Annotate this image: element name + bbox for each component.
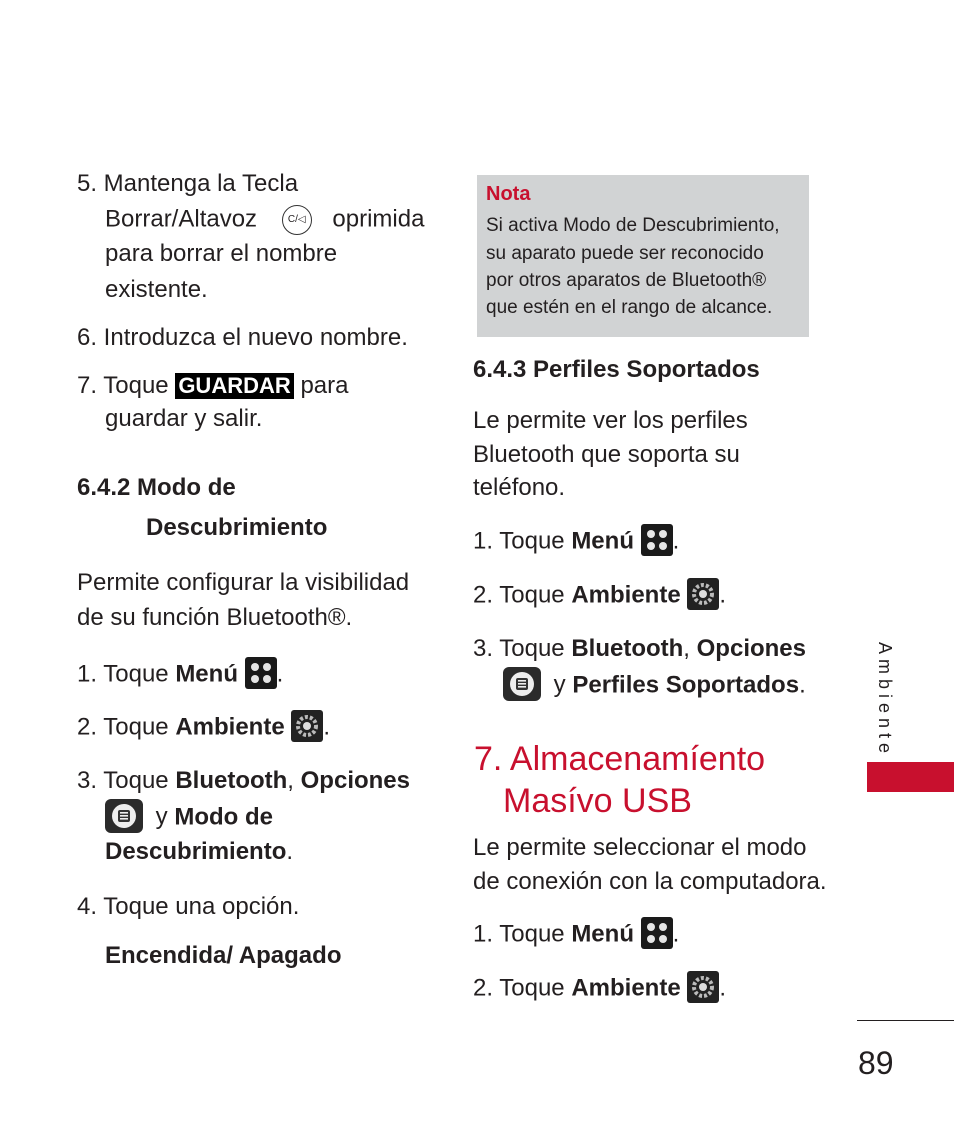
note-line3: por otros aparatos de Bluetooth®: [486, 270, 767, 291]
sep: ,: [287, 767, 294, 794]
step-post: .: [719, 974, 727, 1002]
right-step3-line2: [503, 669, 806, 703]
right-step2: [473, 580, 726, 612]
left-step4: 4. Toque una opción.: [77, 893, 300, 920]
settings-gear-icon: [291, 710, 323, 742]
right-step3-line1: [473, 635, 806, 663]
bluetooth-label: Bluetooth: [571, 635, 684, 662]
menu-label: Menú: [571, 920, 634, 948]
step-post: .: [719, 581, 727, 609]
section-heading-642-line2: Descubrimiento: [146, 514, 328, 541]
step-pre: 3. Toque: [77, 767, 169, 794]
side-section-label: Ambiente: [875, 642, 895, 759]
section-heading-643: 6.4.3 Perfiles Soportados: [473, 356, 760, 383]
options-icon: [105, 799, 143, 833]
note-line4: que estén en el rango de alcance.: [486, 297, 773, 318]
menu-label: Menú: [571, 527, 634, 555]
opciones-label: Opciones: [696, 635, 806, 662]
step-post: .: [672, 527, 680, 555]
menu-icon: [641, 917, 673, 949]
left-step2: [77, 712, 330, 744]
right-step1: [473, 526, 679, 558]
step5-text: Borrar/Altavoz: [105, 205, 258, 233]
chapter-heading-line1: 7. Almacenamíento: [474, 740, 766, 778]
step-post: .: [286, 838, 294, 865]
page-number: 89: [858, 1045, 894, 1081]
step-pre: 2. Toque: [473, 974, 565, 1002]
intro-643-line1: Le permite ver los perfiles: [473, 407, 748, 434]
descubrimiento-label: Descubrimiento: [105, 838, 287, 865]
step-post: .: [276, 660, 284, 688]
y-word: y: [553, 671, 566, 699]
intro-642-line1: Permite configurar la visibilidad: [77, 569, 410, 596]
step-pre: 3. Toque: [473, 635, 565, 662]
ambiente-label: Ambiente: [571, 581, 681, 609]
ambiente-label: Ambiente: [571, 974, 681, 1002]
step7-line1: [77, 372, 348, 400]
modo-label: Modo de: [174, 803, 273, 831]
step-pre: 1. Toque: [473, 920, 565, 948]
section-heading-642: 6.4.2 Modo de: [77, 474, 236, 501]
step5-line1: 5. Mantenga la Tecla: [77, 170, 299, 197]
note-line2: su aparato puede ser reconocido: [486, 243, 764, 264]
step-post: .: [672, 920, 680, 948]
settings-gear-icon: [687, 971, 719, 1003]
footer-rule: [857, 1020, 954, 1021]
chapter-heading-line2: Masívo USB: [503, 782, 692, 820]
step5-line3: para borrar el nombre: [105, 240, 338, 267]
guardar-softkey: GUARDAR: [175, 373, 293, 399]
menu-icon: [245, 657, 277, 689]
left-step3-line1: [77, 767, 410, 795]
intro-643-line3: teléfono.: [473, 474, 566, 501]
step7-line2: guardar y salir.: [105, 405, 263, 432]
usb-step1: [473, 919, 679, 951]
intro-643-line2: Bluetooth que soporta su: [473, 441, 740, 468]
ambiente-label: Ambiente: [175, 713, 285, 741]
left-step3-line3: [105, 838, 293, 866]
perfiles-label: Perfiles Soportados: [572, 671, 800, 699]
left-step4-options: Encendida/ Apagado: [105, 942, 342, 969]
step5-line2: [105, 205, 424, 235]
step-post: .: [799, 671, 806, 699]
step-pre: 2. Toque: [77, 713, 169, 741]
section-tab-marker: [867, 762, 954, 792]
step5-line4: existente.: [105, 276, 208, 303]
intro-usb-line2: de conexión con la computadora.: [473, 868, 827, 895]
step7-post: para: [300, 372, 349, 399]
step-pre: 2. Toque: [473, 581, 565, 609]
y-word: y: [155, 803, 168, 831]
opciones-label: Opciones: [300, 767, 410, 794]
settings-gear-icon: [687, 578, 719, 610]
step5-text-b: oprimida: [332, 205, 425, 233]
left-step3-line2: [105, 801, 273, 835]
menu-icon: [641, 524, 673, 556]
step6: 6. Introduzca el nuevo nombre.: [77, 324, 408, 351]
intro-usb-line1: Le permite seleccionar el modo: [473, 834, 807, 861]
options-icon: [503, 667, 541, 701]
step-post: .: [323, 713, 331, 741]
sep: ,: [683, 635, 690, 662]
step-pre: 1. Toque: [473, 527, 565, 555]
note-box: [477, 175, 809, 337]
usb-step2: [473, 973, 726, 1005]
bluetooth-label: Bluetooth: [175, 767, 288, 794]
intro-642-line2: de su función Bluetooth®.: [77, 604, 353, 631]
step7-pre: 7. Toque: [77, 372, 169, 399]
left-step1: [77, 659, 283, 691]
clear-key-icon: C/◁: [282, 205, 312, 235]
note-title: Nota: [486, 183, 531, 205]
note-line1: Si activa Modo de Descubrimiento,: [486, 215, 780, 236]
step-pre: 1. Toque: [77, 660, 169, 688]
menu-label: Menú: [175, 660, 238, 688]
